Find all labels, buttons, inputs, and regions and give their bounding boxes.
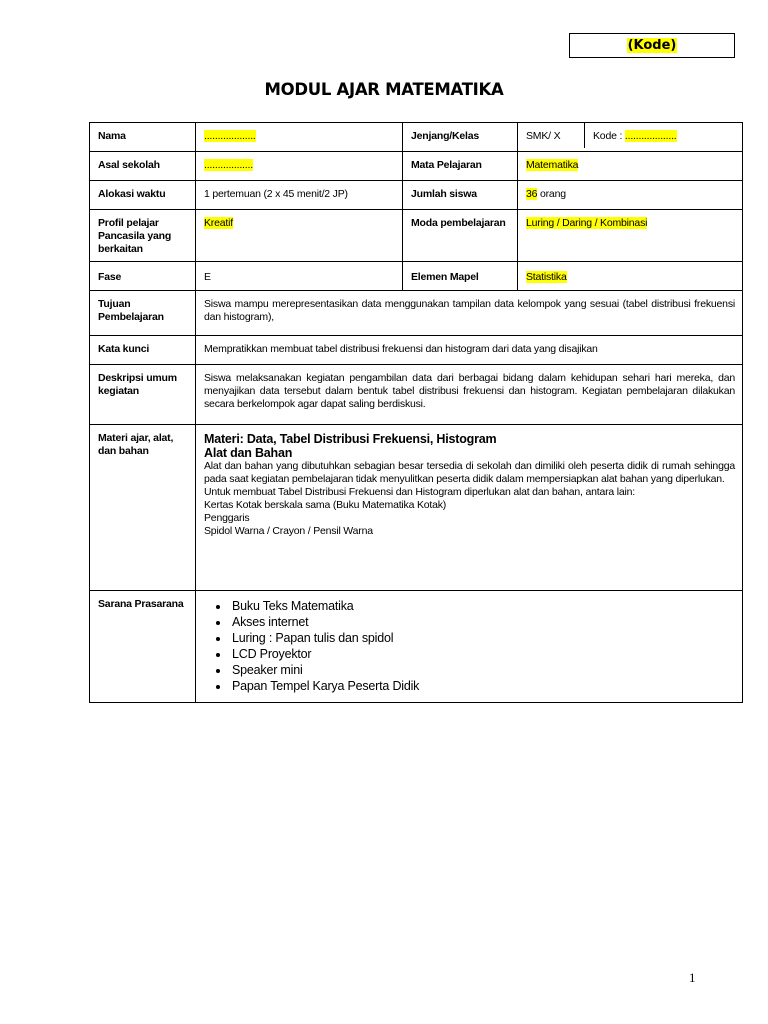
label-moda-pembelajaran: Moda pembelajaran xyxy=(403,210,518,262)
alat-bahan-item: Kertas Kotak berskala sama (Buku Matematika Kotak) xyxy=(204,499,447,511)
table-row-tujuan xyxy=(90,291,743,336)
value-profil-pelajar: Kreatif xyxy=(196,210,403,262)
value-jumlah-siswa: 36 orang xyxy=(518,181,743,210)
table-row-deskripsi xyxy=(90,365,743,425)
label-nama: Nama xyxy=(90,123,196,152)
value-moda-pembelajaran: Luring / Daring / Kombinasi xyxy=(518,210,743,262)
value-nama: ................... xyxy=(196,123,403,152)
label-jumlah-siswa: Jumlah siswa xyxy=(403,181,518,210)
table-row-nama xyxy=(90,123,743,152)
list-item: • Papan Tempel Karya Peserta Didik xyxy=(230,678,735,694)
kode-box xyxy=(569,33,735,58)
list-item: • Akses internet xyxy=(230,614,735,630)
table-row-sarana xyxy=(90,591,743,703)
label-kata-kunci: Kata kunci xyxy=(90,336,196,365)
value-elemen-mapel: Statistika xyxy=(518,262,743,291)
table-row-fase xyxy=(90,262,743,291)
label-mata-pelajaran: Mata Pelajaran xyxy=(403,152,518,181)
alat-bahan-heading: Alat dan Bahan xyxy=(204,446,293,460)
label-deskripsi: Deskripsi umum kegiatan xyxy=(90,365,196,425)
label-fase: Fase xyxy=(90,262,196,291)
alat-bahan-item: Spidol Warna / Crayon / Pensil Warna xyxy=(204,525,373,537)
value-jenjang-kelas xyxy=(518,123,743,152)
value-materi xyxy=(196,425,743,591)
value-alokasi-waktu: 1 pertemuan (2 x 45 menit/2 JP) xyxy=(196,181,403,210)
table-row-materi xyxy=(90,425,743,591)
list-item: • Buku Teks Matematika xyxy=(230,598,735,614)
label-elemen-mapel: Elemen Mapel xyxy=(403,262,518,291)
materi-heading: Materi: Data, Tabel Distribusi Frekuensi, Histogram xyxy=(204,432,497,446)
module-info-table xyxy=(89,122,743,703)
document-title: MODUL AJAR MATEMATIKA xyxy=(264,80,504,99)
label-sarana: Sarana Prasarana xyxy=(90,591,196,703)
alat-bahan-paragraph: Alat dan bahan yang dibutuhkan sebagian besar tersedia di sekolah dan dimiliki oleh peserta didik di rumah sehingga pada saat kegiatan pembelajaran tidak menyulitkan peserta didik dalam mempersiapkan alat bahan yang diperlukan. xyxy=(204,460,735,485)
label-profil-pelajar: Profil pelajar Pancasila yang berkaitan xyxy=(90,210,196,262)
label-alokasi-waktu: Alokasi waktu xyxy=(90,181,196,210)
value-sarana xyxy=(196,591,743,703)
value-kata-kunci: Mempratikkan membuat tabel distribusi frekuensi dan histogram dari data yang disajikan xyxy=(196,336,743,365)
value-asal-sekolah: .................. xyxy=(196,152,403,181)
value-tujuan: Siswa mampu merepresentasikan data menggunakan tampilan data kelompok yang sesuai (tabel distribusi frekuensi dan histogram), xyxy=(196,291,743,336)
label-jenjang-kelas: Jenjang/Kelas xyxy=(403,123,518,152)
list-item: • Luring : Papan tulis dan spidol xyxy=(230,630,735,646)
label-asal-sekolah: Asal sekolah xyxy=(90,152,196,181)
table-row-kata-kunci xyxy=(90,336,743,365)
list-item: • LCD Proyektor xyxy=(230,646,735,662)
table-row-profil-pelajar xyxy=(90,210,743,262)
value-mata-pelajaran: Matematika xyxy=(518,152,743,181)
value-smk-kelas: SMK/ X xyxy=(526,130,561,142)
table-row-alokasi-waktu xyxy=(90,181,743,210)
alat-bahan-item: Penggaris xyxy=(204,512,250,524)
page-number: 1 xyxy=(689,970,696,985)
list-item: • Speaker mini xyxy=(230,662,735,678)
table-row-asal-sekolah xyxy=(90,152,743,181)
value-deskripsi: Siswa melaksanakan kegiatan pengambilan data dari berbagai bidang dalam kehidupan sehari hari mereka, dan menyajikan data tersebut dalam bentuk tabel distribusi frekuensi dan histogram. Kegiatan pembelajaran dilakukan secara berkelompok agar dapat saling berdiskusi. xyxy=(196,365,743,425)
value-fase: E xyxy=(196,262,403,291)
kode-field: Kode : ................... xyxy=(584,123,677,148)
alat-bahan-paragraph-2: Untuk membuat Tabel Distribusi Frekuensi dan Histogram diperlukan alat dan bahan, antara lain: xyxy=(204,486,636,498)
label-materi: Materi ajar, alat, dan bahan xyxy=(90,425,196,591)
label-tujuan: Tujuan Pembelajaran xyxy=(90,291,196,336)
sarana-list xyxy=(204,598,735,694)
kode-label: (Kode) xyxy=(627,38,677,53)
